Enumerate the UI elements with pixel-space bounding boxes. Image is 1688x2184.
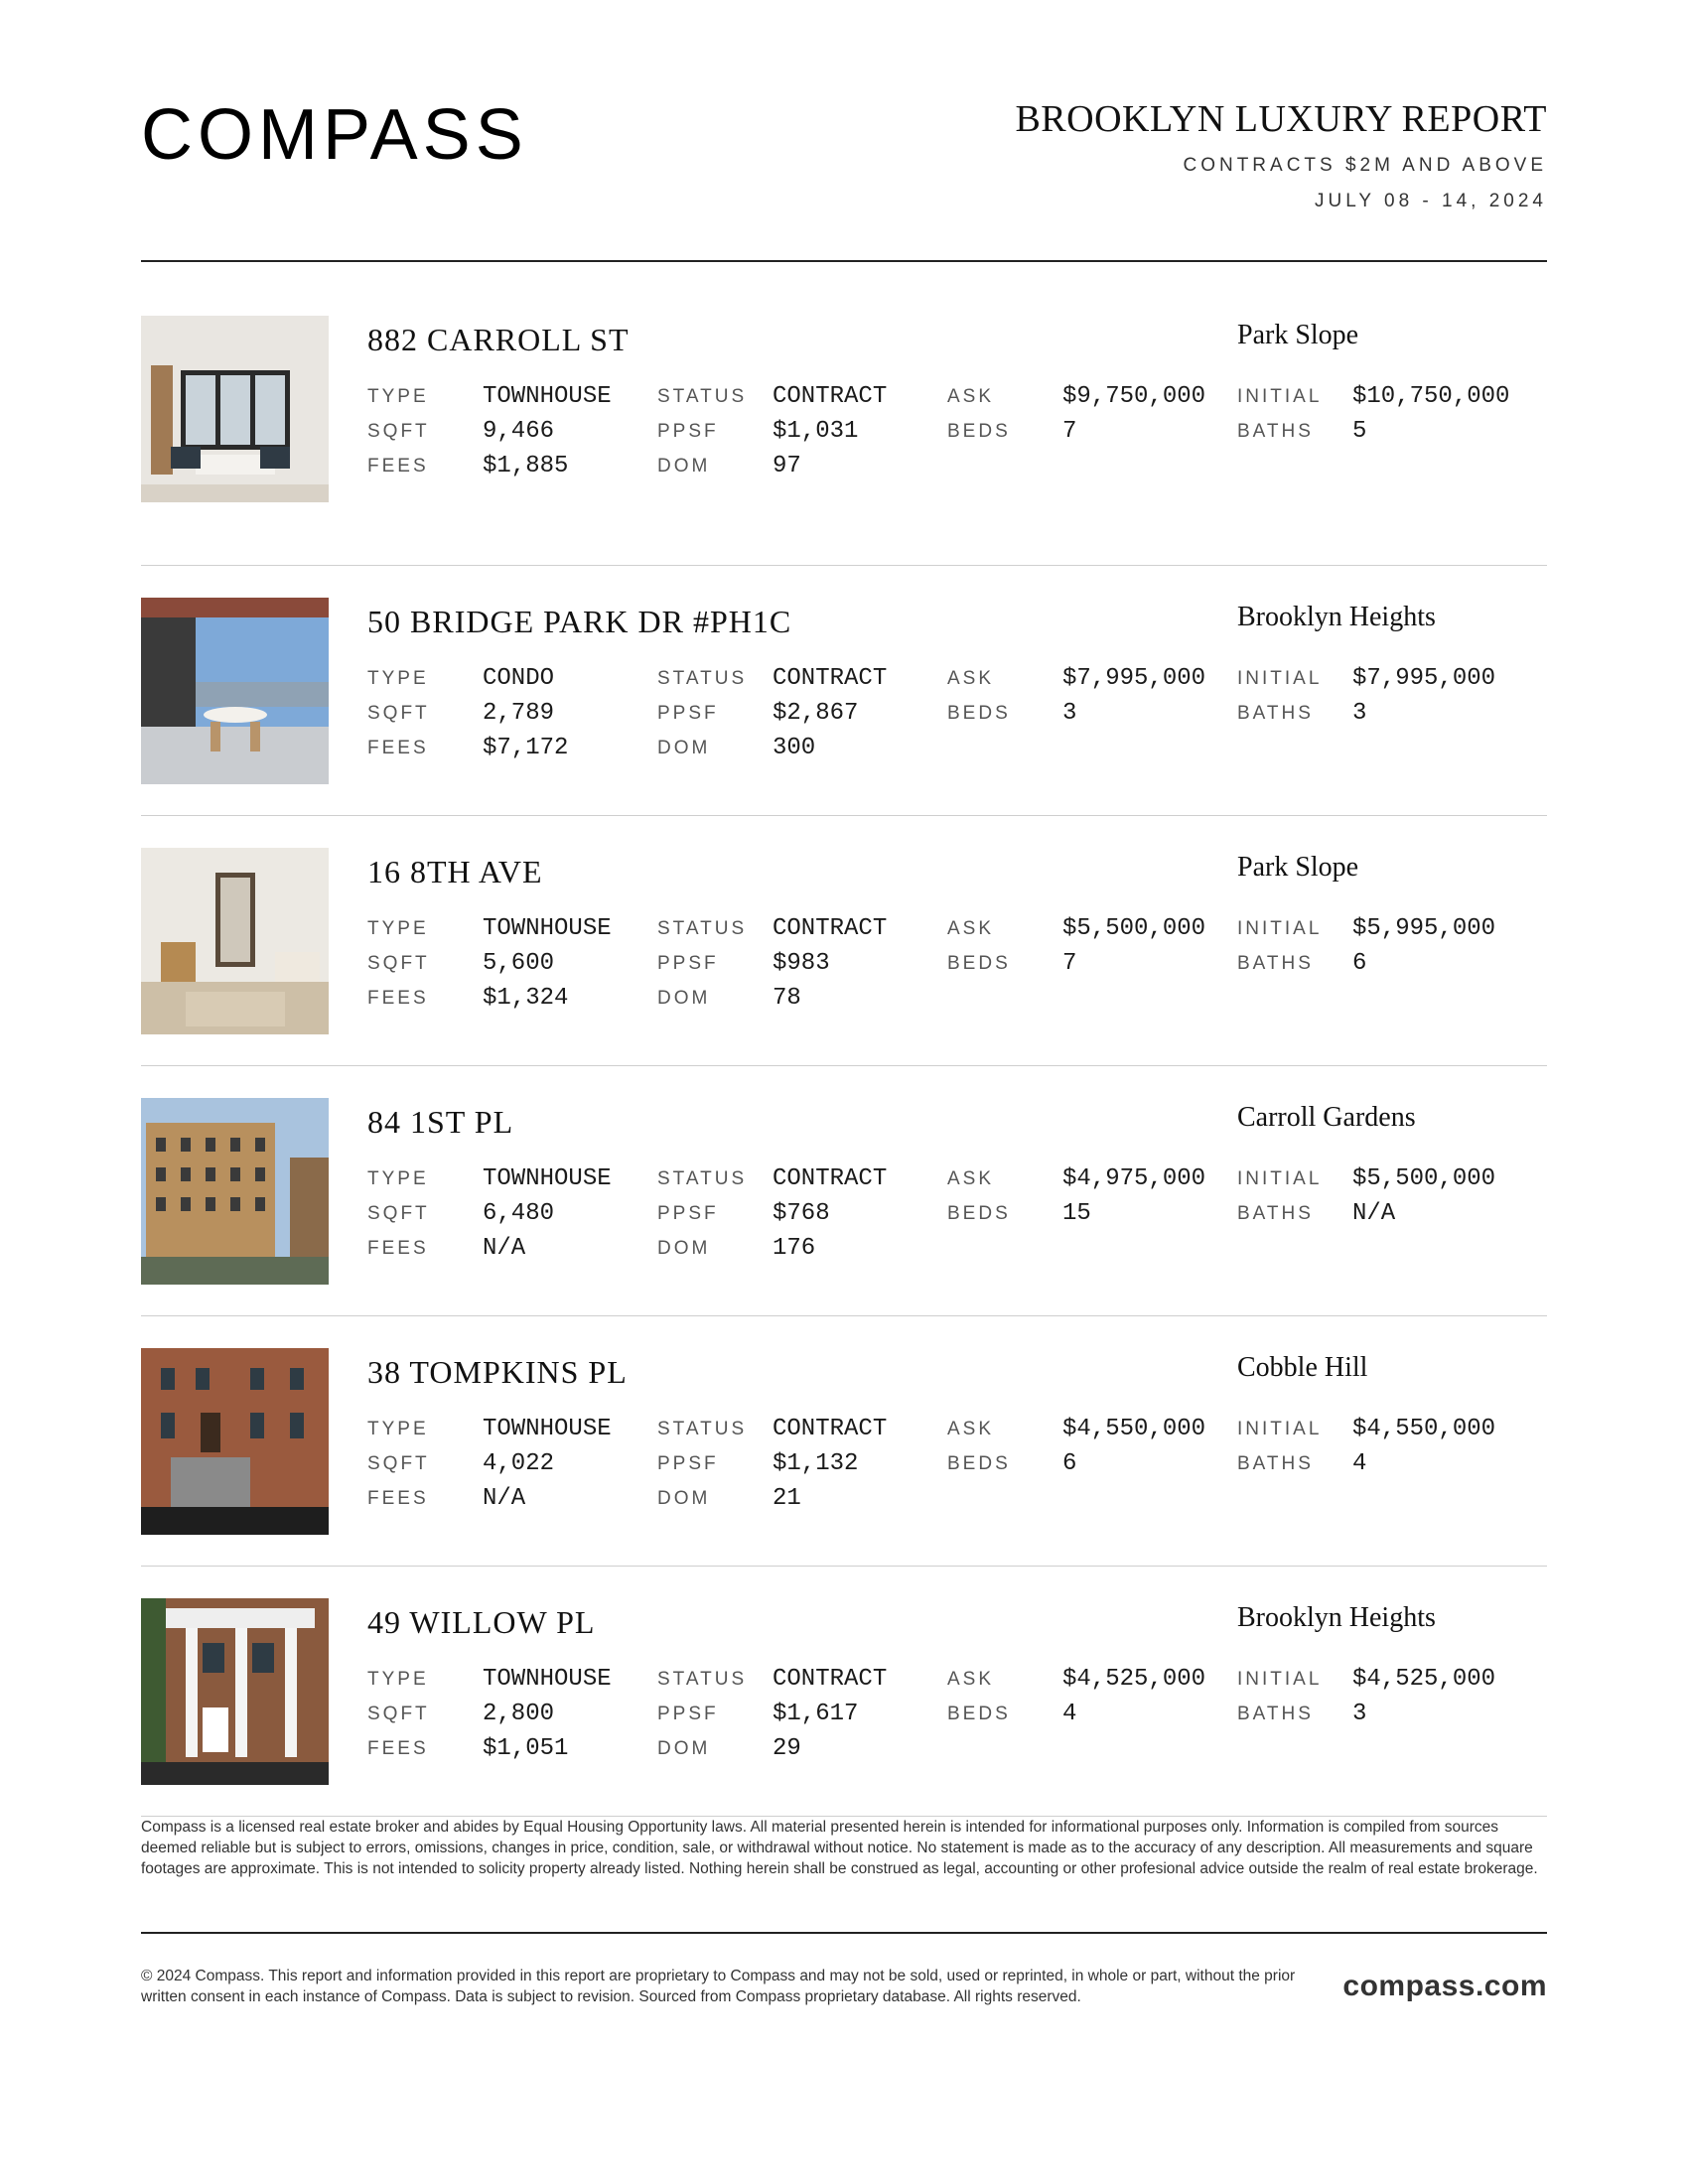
- initial-value: $5,500,000: [1352, 1165, 1496, 1192]
- ask-label: ASK: [947, 386, 995, 407]
- listing-row: [141, 1567, 1547, 1817]
- listing-photo: [141, 1598, 329, 1785]
- dom-value: 21: [773, 1485, 801, 1512]
- ppsf-value: $2,867: [773, 700, 859, 727]
- baths-value: 5: [1352, 418, 1367, 445]
- fees-label: FEES: [367, 738, 429, 758]
- listing-photo: [141, 1348, 329, 1535]
- status-value: CONTRACT: [773, 915, 888, 942]
- ask-value: $5,500,000: [1062, 915, 1206, 942]
- listing-address: 38 TOMPKINS PL: [367, 1354, 628, 1390]
- beds-label: BEDS: [947, 1704, 1011, 1724]
- listing-neighborhood: Park Slope: [1237, 852, 1359, 883]
- fees-value: N/A: [483, 1235, 526, 1262]
- dom-label: DOM: [657, 1738, 711, 1759]
- ppsf-value: $1,617: [773, 1701, 859, 1727]
- listing-row: [141, 1066, 1547, 1316]
- status-label: STATUS: [657, 1669, 748, 1690]
- fees-label: FEES: [367, 1488, 429, 1509]
- beds-label: BEDS: [947, 1453, 1011, 1474]
- type-label: TYPE: [367, 918, 429, 939]
- ask-value: $7,995,000: [1062, 665, 1206, 692]
- dom-value: 97: [773, 453, 801, 479]
- header-divider: [141, 260, 1547, 262]
- beds-value: 15: [1062, 1200, 1091, 1227]
- baths-label: BATHS: [1237, 953, 1314, 974]
- fees-value: $1,051: [483, 1735, 569, 1762]
- beds-value: 6: [1062, 1450, 1077, 1477]
- ppsf-value: $1,031: [773, 418, 859, 445]
- ask-label: ASK: [947, 1419, 995, 1439]
- listing-neighborhood: Cobble Hill: [1237, 1352, 1368, 1383]
- ppsf-label: PPSF: [657, 703, 719, 724]
- initial-label: INITIAL: [1237, 1669, 1323, 1690]
- baths-label: BATHS: [1237, 703, 1314, 724]
- baths-value: 3: [1352, 700, 1367, 727]
- listing-address: 50 BRIDGE PARK DR #PH1C: [367, 604, 792, 639]
- dom-value: 78: [773, 985, 801, 1012]
- parlor-photo-icon: [141, 848, 329, 1034]
- columned-house-photo-icon: [141, 1598, 329, 1785]
- report-date-range: JULY 08 - 14, 2024: [1315, 191, 1547, 211]
- listing-address: 49 WILLOW PL: [367, 1604, 596, 1640]
- sqft-value: 9,466: [483, 418, 555, 445]
- listing-row: [141, 316, 1547, 566]
- listing-neighborhood: Carroll Gardens: [1237, 1102, 1416, 1133]
- type-value: CONDO: [483, 665, 555, 692]
- baths-value: 6: [1352, 950, 1367, 977]
- dom-label: DOM: [657, 456, 711, 477]
- listing-address: 882 CARROLL ST: [367, 322, 630, 357]
- initial-value: $5,995,000: [1352, 915, 1496, 942]
- ppsf-label: PPSF: [657, 953, 719, 974]
- baths-label: BATHS: [1237, 1704, 1314, 1724]
- sqft-value: 6,480: [483, 1200, 555, 1227]
- listing-row: [141, 566, 1547, 816]
- type-value: TOWNHOUSE: [483, 915, 612, 942]
- sqft-label: SQFT: [367, 421, 430, 442]
- dom-value: 300: [773, 735, 816, 761]
- ask-label: ASK: [947, 1168, 995, 1189]
- status-label: STATUS: [657, 1168, 748, 1189]
- listing-photo: [141, 598, 329, 784]
- status-value: CONTRACT: [773, 1416, 888, 1442]
- footer-divider: [141, 1932, 1547, 1934]
- initial-label: INITIAL: [1237, 918, 1323, 939]
- status-label: STATUS: [657, 668, 748, 689]
- ask-label: ASK: [947, 1669, 995, 1690]
- ask-value: $4,975,000: [1062, 1165, 1206, 1192]
- type-label: TYPE: [367, 1419, 429, 1439]
- beds-label: BEDS: [947, 953, 1011, 974]
- baths-label: BATHS: [1237, 1453, 1314, 1474]
- listing-neighborhood: Brooklyn Heights: [1237, 1602, 1436, 1633]
- listing-photo: [141, 848, 329, 1034]
- logo-text: COMPASS: [141, 95, 528, 175]
- ask-value: $9,750,000: [1062, 383, 1206, 410]
- baths-label: BATHS: [1237, 1203, 1314, 1224]
- status-value: CONTRACT: [773, 1666, 888, 1693]
- initial-value: $10,750,000: [1352, 383, 1510, 410]
- type-value: TOWNHOUSE: [483, 383, 612, 410]
- beds-value: 7: [1062, 418, 1077, 445]
- compass-logo: [141, 95, 528, 175]
- beds-value: 4: [1062, 1701, 1077, 1727]
- beds-value: 3: [1062, 700, 1077, 727]
- fees-value: N/A: [483, 1485, 526, 1512]
- listing-address: 16 8TH AVE: [367, 854, 543, 889]
- ppsf-value: $983: [773, 950, 830, 977]
- initial-value: $4,525,000: [1352, 1666, 1496, 1693]
- beds-label: BEDS: [947, 421, 1011, 442]
- fees-label: FEES: [367, 456, 429, 477]
- brownstone-building-photo-icon: [141, 1098, 329, 1285]
- dom-value: 176: [773, 1235, 816, 1262]
- type-value: TOWNHOUSE: [483, 1416, 612, 1442]
- status-label: STATUS: [657, 918, 748, 939]
- status-value: CONTRACT: [773, 383, 888, 410]
- living-room-photo-icon: [141, 316, 329, 502]
- ppsf-value: $768: [773, 1200, 830, 1227]
- status-label: STATUS: [657, 386, 748, 407]
- ppsf-label: PPSF: [657, 1704, 719, 1724]
- initial-label: INITIAL: [1237, 1168, 1323, 1189]
- initial-value: $4,550,000: [1352, 1416, 1496, 1442]
- listing-row: [141, 816, 1547, 1066]
- ask-value: $4,550,000: [1062, 1416, 1206, 1442]
- townhouse-facade-photo-icon: [141, 1348, 329, 1535]
- listing-neighborhood: Park Slope: [1237, 320, 1359, 350]
- initial-value: $7,995,000: [1352, 665, 1496, 692]
- listing-photo: [141, 1098, 329, 1285]
- fees-value: $1,885: [483, 453, 569, 479]
- sqft-label: SQFT: [367, 1203, 430, 1224]
- report-subtitle: CONTRACTS $2M AND ABOVE: [1183, 155, 1547, 176]
- listing-row: [141, 1316, 1547, 1567]
- status-value: CONTRACT: [773, 665, 888, 692]
- ask-value: $4,525,000: [1062, 1666, 1206, 1693]
- ppsf-label: PPSF: [657, 421, 719, 442]
- ppsf-label: PPSF: [657, 1453, 719, 1474]
- dom-label: DOM: [657, 738, 711, 758]
- compass-domain-link[interactable]: compass.com: [1342, 1970, 1547, 2002]
- baths-label: BATHS: [1237, 421, 1314, 442]
- fees-label: FEES: [367, 1738, 429, 1759]
- terrace-photo-icon: [141, 598, 329, 784]
- fees-value: $1,324: [483, 985, 569, 1012]
- dom-value: 29: [773, 1735, 801, 1762]
- sqft-value: 4,022: [483, 1450, 555, 1477]
- initial-label: INITIAL: [1237, 386, 1323, 407]
- sqft-label: SQFT: [367, 703, 430, 724]
- listing-address: 84 1ST PL: [367, 1104, 514, 1140]
- beds-label: BEDS: [947, 1203, 1011, 1224]
- ask-label: ASK: [947, 918, 995, 939]
- type-value: TOWNHOUSE: [483, 1165, 612, 1192]
- initial-label: INITIAL: [1237, 1419, 1323, 1439]
- report-title: BROOKLYN LUXURY REPORT: [1015, 98, 1547, 140]
- ppsf-label: PPSF: [657, 1203, 719, 1224]
- type-label: TYPE: [367, 1168, 429, 1189]
- fees-label: FEES: [367, 1238, 429, 1259]
- dom-label: DOM: [657, 988, 711, 1009]
- sqft-value: 2,789: [483, 700, 555, 727]
- type-label: TYPE: [367, 668, 429, 689]
- type-label: TYPE: [367, 386, 429, 407]
- ask-label: ASK: [947, 668, 995, 689]
- beds-value: 7: [1062, 950, 1077, 977]
- listing-neighborhood: Brooklyn Heights: [1237, 602, 1436, 632]
- status-value: CONTRACT: [773, 1165, 888, 1192]
- sqft-value: 2,800: [483, 1701, 555, 1727]
- sqft-label: SQFT: [367, 953, 430, 974]
- listings-list: [141, 316, 1547, 1817]
- dom-label: DOM: [657, 1488, 711, 1509]
- fees-value: $7,172: [483, 735, 569, 761]
- initial-label: INITIAL: [1237, 668, 1323, 689]
- sqft-label: SQFT: [367, 1704, 430, 1724]
- listing-photo: [141, 316, 329, 502]
- copyright-notice: © 2024 Compass. This report and information provided in this report are proprietary to Compass and may not be sold, used or reprinted, in whole or part, without the prior written consent in each instance of Compass. Data is subject to revision. Sourced from Compass proprietary database. All rights reserved.: [141, 1968, 1296, 2005]
- legal-disclaimer: Compass is a licensed real estate broker and abides by Equal Housing Opportunity laws. All material presented herein is intended for informational purposes only. Information is compiled from sources deemed reliable but is subject to errors, omissions, changes in price, condition, sale, or withdrawal without notice. No statement is made as to the accuracy of any description. All measurements and square footages are approximate. This is not intended to solicity property already listed. Nothing herein shall be construed as legal, accounting or other profesional advice outside the realm of real estate brokerage.: [141, 1819, 1538, 1877]
- report-header: [1015, 97, 1547, 212]
- status-label: STATUS: [657, 1419, 748, 1439]
- fees-label: FEES: [367, 988, 429, 1009]
- beds-label: BEDS: [947, 703, 1011, 724]
- sqft-label: SQFT: [367, 1453, 430, 1474]
- ppsf-value: $1,132: [773, 1450, 859, 1477]
- baths-value: 4: [1352, 1450, 1367, 1477]
- baths-value: N/A: [1352, 1200, 1396, 1227]
- sqft-value: 5,600: [483, 950, 555, 977]
- type-label: TYPE: [367, 1669, 429, 1690]
- type-value: TOWNHOUSE: [483, 1666, 612, 1693]
- dom-label: DOM: [657, 1238, 711, 1259]
- baths-value: 3: [1352, 1701, 1367, 1727]
